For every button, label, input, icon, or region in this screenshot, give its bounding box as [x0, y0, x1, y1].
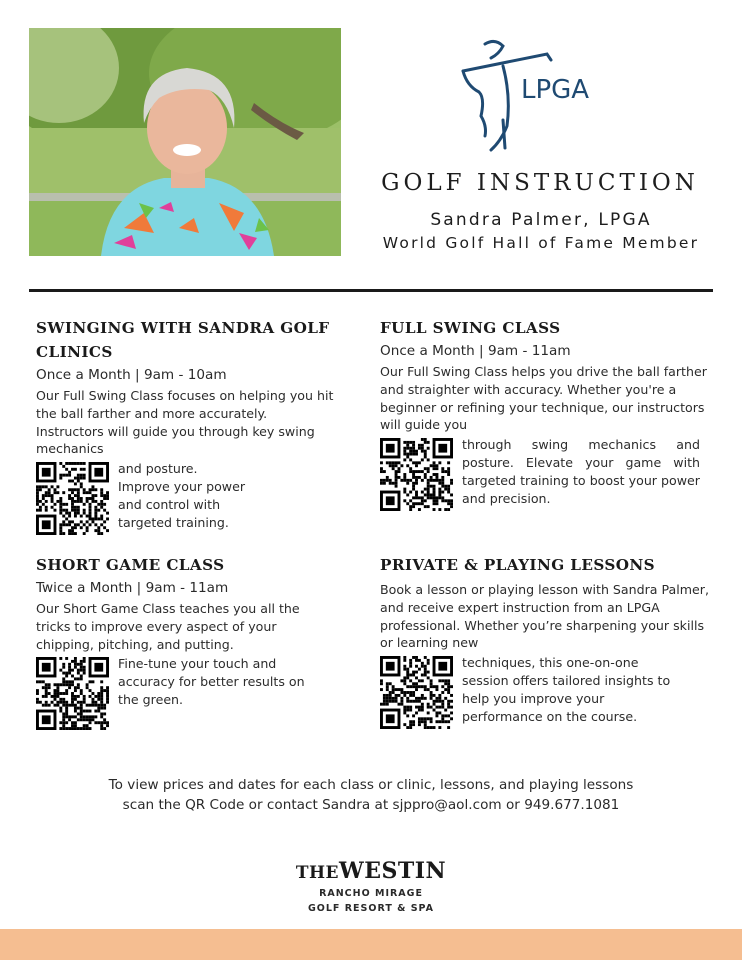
- contact-note-line2: [40, 795, 702, 815]
- contact-note-line1: To view prices and dates for each class or clinic, lessons, and playing lessons: [108, 777, 634, 793]
- section-schedule: Once a Month | 9am - 11am: [380, 343, 571, 359]
- section-description: Our Short Game Class teaches you all the tricks to improve every aspect of your chipping, pitching, and putting.: [36, 601, 300, 652]
- westin-the: THE: [295, 863, 340, 883]
- section-description: Our Full Swing Class focuses on helping you hit the ball farther and more accurately. Instructors will guide you through key swing mechanics: [36, 388, 334, 457]
- section-title: FULL SWING CLASS: [380, 319, 561, 337]
- section-title: PRIVATE & PLAYING LESSONS: [380, 556, 656, 574]
- phone-link[interactable]: 949.677.1081: [524, 797, 620, 813]
- portrait-photo: [29, 28, 341, 256]
- qr-code-icon[interactable]: [36, 657, 109, 730]
- qr-code-icon[interactable]: [380, 438, 453, 511]
- qr-code-icon[interactable]: [36, 462, 109, 535]
- golfer-silhouette-icon: [455, 36, 615, 152]
- section-title: SWINGING WITH SANDRA GOLF CLINICS: [36, 319, 330, 361]
- section-description: Book a lesson or playing lesson with Sandra Palmer, and receive expert instruction from an LPGA professional. Whether you’re sharpening your skills or learning new: [380, 582, 709, 651]
- photo-illustration: [29, 28, 341, 256]
- section-schedule: Twice a Month | 9am - 11am: [36, 580, 229, 596]
- westin-resort: GOLF RESORT & SPA: [308, 903, 434, 914]
- qr-code-icon[interactable]: [380, 656, 453, 729]
- contact-prefix: scan the QR Code or contact Sandra at: [122, 797, 393, 813]
- westin-name: WESTIN: [339, 858, 447, 884]
- page-title: GOLF INSTRUCTION: [381, 170, 699, 196]
- section-qr-text: and posture. Improve your power and control with targeted training.: [118, 461, 246, 530]
- section-golf-clinics: [36, 316, 336, 535]
- section-title: SHORT GAME CLASS: [36, 556, 225, 574]
- section-description: Our Full Swing Class helps you drive the ball farther and straighter with accuracy. Whether you're a beginner or refining your technique, our instructors will guide you: [380, 364, 707, 433]
- email-link[interactable]: sjppro@aol.com: [392, 797, 502, 813]
- instructor-name: Sandra Palmer, LPGA: [430, 210, 652, 230]
- section-private-lessons: [380, 553, 715, 729]
- section-qr-text: through swing mechanics and posture. Elevate your game with targeted training to boost your power and precision.: [462, 437, 700, 506]
- section-qr-text: Fine-tune your touch and accuracy for better results on the green.: [118, 656, 305, 707]
- lpga-logo: [455, 36, 615, 152]
- section-qr-text: techniques, this one-on-one session offers tailored insights to help you improve your performance on the course.: [462, 655, 671, 724]
- westin-brand: [271, 858, 471, 886]
- westin-logo: [271, 858, 471, 916]
- section-schedule: Once a Month | 9am - 10am: [36, 367, 227, 383]
- instructor-honor: World Golf Hall of Fame Member: [382, 234, 700, 252]
- lpga-wordmark: LPGA: [521, 75, 590, 105]
- contact-note: [40, 775, 702, 815]
- footer-band: [0, 929, 742, 960]
- divider: [29, 289, 713, 292]
- section-short-game-class: [36, 553, 336, 730]
- section-full-swing-class: [380, 316, 710, 511]
- westin-location: RANCHO MIRAGE: [319, 888, 423, 899]
- contact-or: or: [501, 797, 525, 813]
